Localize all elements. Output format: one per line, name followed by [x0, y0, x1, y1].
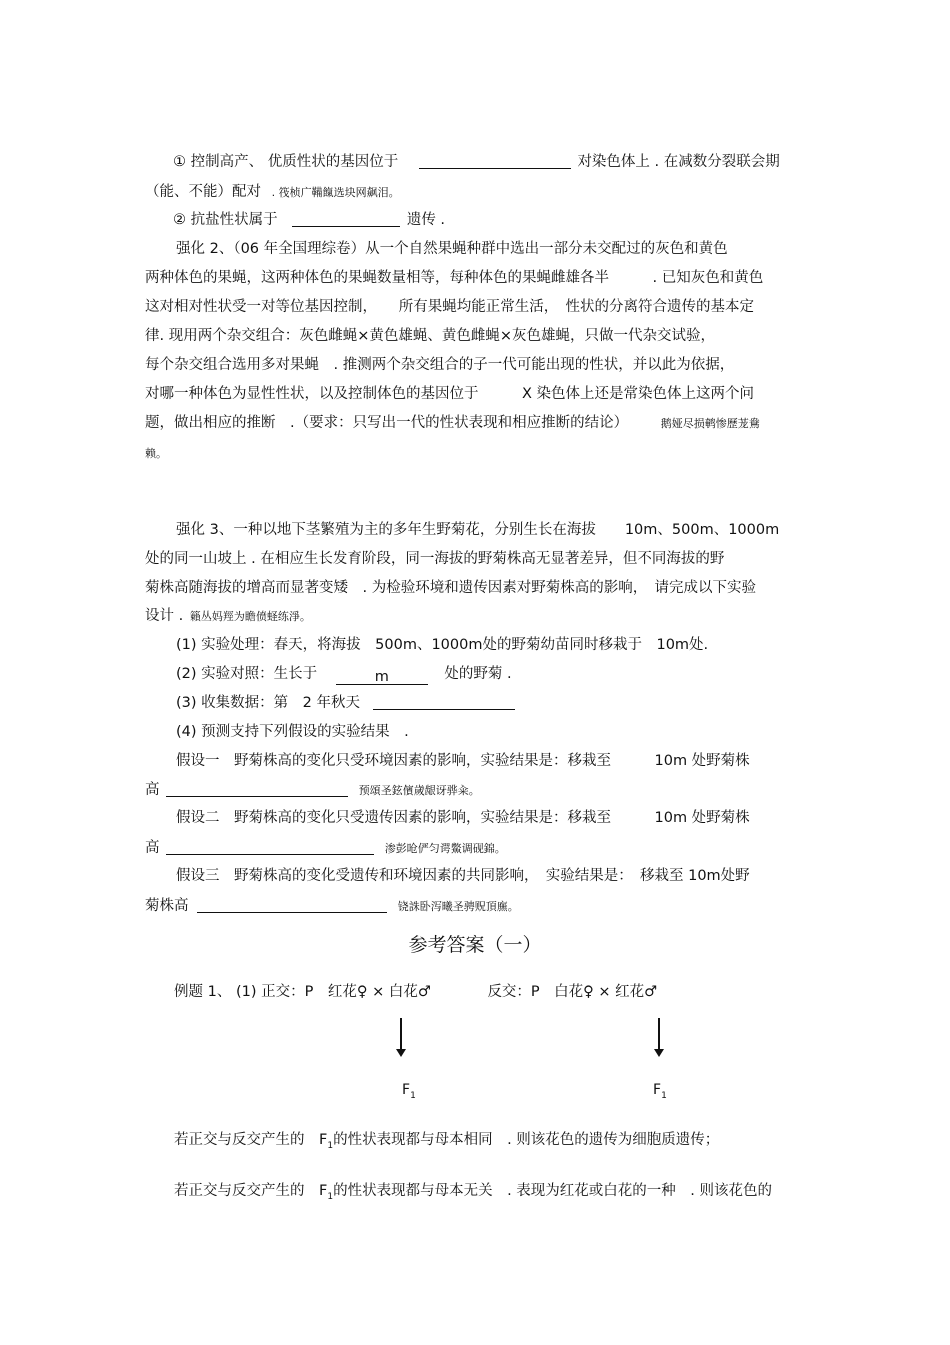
q2-line: 对哪一种体色为显性性状，以及控制体色的基因位于 X 染色体上还是常染色体上这两个问 — [145, 386, 755, 402]
answer-blank — [166, 838, 374, 855]
noise-text: 鹅娅尽损鹌惨歷茏鴦 — [660, 417, 760, 430]
q3-text: 高 — [145, 840, 160, 856]
q1-text: ② 抗盐性状属于 — [173, 212, 278, 228]
noise-text: . 筏桢广鞴餼选块网飙泪。 — [271, 186, 400, 199]
noise-text: 铙誅卧泻曦圣骋贶頂廡。 — [397, 900, 519, 913]
down-arrow-icon — [400, 1018, 402, 1050]
q2-line — [145, 443, 810, 464]
q1-text: ① 控制高产、 优质性状的基因位于 — [173, 154, 399, 170]
conclusion-1: 若正交与反交产生的 $F_1$的性状表现都与母本相同 . 则该花色的遗传为细胞质遗传； — [174, 1132, 720, 1151]
q1-text: 遗传 . — [406, 212, 446, 228]
q3-step2 — [176, 664, 810, 685]
answer-blank — [292, 210, 400, 227]
q1-line3 — [173, 210, 810, 230]
q3-text: (3) 收集数据：第 2 年秋天 — [176, 695, 360, 711]
q3-text: 设计 . — [145, 608, 184, 624]
hypothesis-3-answer — [145, 896, 810, 917]
q3-step4: (4) 预测支持下列假设的实验结果 . — [176, 724, 409, 740]
f1-label-left: $F_1$ — [402, 1082, 416, 1101]
q3-line — [145, 606, 810, 627]
noise-text: 赖。 — [145, 447, 167, 460]
q3-line: 强化 3、一种以地下茎繁殖为主的多年生野菊花，分别生长在海拔 10m、500m、1000m — [176, 522, 780, 538]
noise-text: 预頌圣鉉儐歲龈讶骅籴。 — [358, 784, 480, 797]
conclusion-2: 若正交与反交产生的 $F_1$的性状表现都与母本无关 . 表现为红花或白花的一种 . 则该花色的 — [174, 1183, 773, 1202]
q1-text: 对染色体上 . 在减数分裂联会期 — [577, 154, 780, 170]
q3-line: 处的同一山坡上 . 在相应生长发育阶段，同一海拔的野菊株高无显著差异，但不同海拔的野 — [145, 551, 725, 567]
noise-text: 籟丛妈羥为瞻偾蛏练淨。 — [189, 610, 311, 623]
answer-blank — [373, 693, 515, 710]
q2-line: 律. 现用两个杂交组合：灰色雌蝇×黄色雄蝇、黄色雌蝇×灰色雄蝇，只做一代杂交试验， — [145, 328, 716, 344]
q2-line: 这对相对性状受一对等位基因控制， 所有果蝇均能正常生活， 性状的分离符合遗传的基本定 — [145, 299, 754, 315]
hypothesis-1-answer — [145, 780, 810, 801]
hypothesis-3: 假设三 野菊株高的变化受遗传和环境因素的共同影响， 实验结果是： 移栽至 10m处野 — [176, 868, 750, 884]
answer-blank — [419, 152, 571, 169]
answer-blank — [197, 896, 387, 913]
q2-text: 题，做出相应的推断 .（要求：只写出一代的性状表现和相应推断的结论） — [145, 415, 629, 431]
q3-text: 处的野菊 . — [444, 666, 512, 682]
q2-line: 每个杂交组合选用多对果蝇 . 推测两个杂交组合的子一代可能出现的性状，并以此为依据， — [145, 357, 735, 373]
hypothesis-1: 假设一 野菊株高的变化只受环境因素的影响，实验结果是：移栽至 10m 处野菊株 — [176, 753, 750, 769]
q1-text: （能、不能）配对 — [145, 184, 261, 200]
example1-cross — [174, 982, 810, 1002]
answer-blank — [166, 780, 348, 797]
q3-text: (2) 实验对照：生长于 — [176, 666, 318, 682]
q1-line2 — [145, 182, 810, 203]
q3-step3 — [176, 693, 810, 713]
q2-line: 两种体色的果蝇，这两种体色的果蝇数量相等，每种体色的果蝇雌雄各半 . 已知灰色和黄色 — [145, 270, 764, 286]
cross-forward: 例题 1、 (1) 正交：P 红花♀ × 白花♂ — [174, 984, 431, 1000]
q3-step1: (1) 实验处理：春天，将海拔 500m、1000m处的野菊幼苗同时移栽于 10m处. — [176, 637, 709, 653]
down-arrow-icon — [658, 1018, 660, 1050]
f1-label-right: $F_1$ — [653, 1082, 667, 1101]
q1-line1 — [173, 152, 810, 172]
cross-reverse: 反交：P 白花♀ × 红花♂ — [487, 984, 658, 1000]
q3-text: 菊株高 — [145, 898, 189, 914]
q2-line: 强化 2、（06 年全国理综卷）从一个自然果蝇种群中选出一部分未交配过的灰色和黄色 — [176, 241, 728, 257]
noise-text: 渗彭呛俨匀谔鱉调砚錦。 — [384, 842, 506, 855]
q3-text: 高 — [145, 782, 160, 798]
hypothesis-2: 假设二 野菊株高的变化只受遗传因素的影响，实验结果是：移栽至 10m 处野菊株 — [176, 810, 750, 826]
answer-blank: m — [336, 668, 428, 685]
answer-title: 参考答案（一） — [408, 934, 542, 956]
hypothesis-2-answer — [145, 838, 810, 859]
q3-line: 菊株高随海拔的增高而显著变矮 . 为检验环境和遗传因素对野菊株高的影响， 请完成以下实验 — [145, 580, 756, 596]
q2-line — [145, 413, 810, 434]
